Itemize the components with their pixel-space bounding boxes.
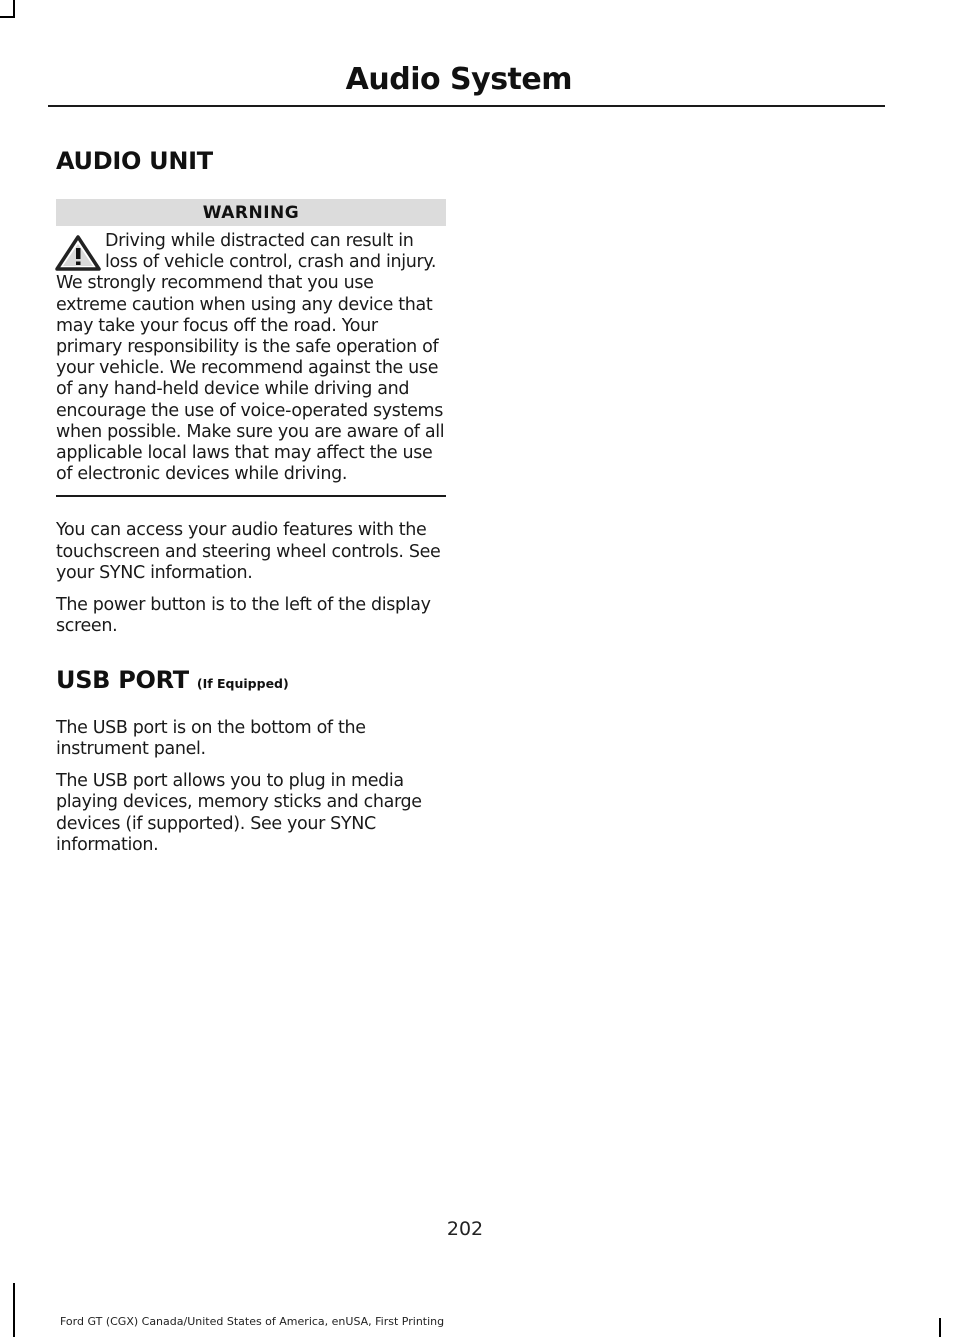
main-column [56,147,446,867]
crop-mark-bottom-right-v [939,1318,941,1337]
crop-mark-bottom-left-v [13,1283,15,1337]
paragraph: The USB port is on the bottom of the instrument panel. [56,717,366,760]
running-header-title: Audio System [345,62,572,97]
if-equipped-qualifier: (If Equipped) [196,675,289,691]
paragraph: You can access your audio features with the touchscreen and steering wheel controls. See your SYNC information. [56,520,441,584]
page-number: 202 [446,1218,484,1240]
footer-text: Ford GT (CGX) Canada/United States of America, enUSA, First Printing [60,1315,445,1328]
section-heading-audio-unit: AUDIO UNIT [56,147,213,175]
audio-unit-body [56,520,446,638]
warning-label: WARNING [56,199,446,226]
warning-triangle-icon [54,234,102,272]
warning-text: Driving while distracted can result in loss of vehicle control, crash and injury. We strongly recommend that you use extreme caution when using any device that may take your focus off the road. Your primary responsibility is the safe operation of your vehicle. We recommend against the use of any hand-held device while driving and encourage the use of voice-operated systems when possible. Make sure you are aware of all applicable local laws that may affect the use of electronic devices while driving. [56,231,445,485]
warning-body [56,226,446,497]
paragraph: The power button is to the left of the display screen. [56,594,431,637]
section-heading-usb-port [56,666,446,694]
usb-port-heading-text: USB PORT [56,665,189,694]
usb-port-body [56,718,446,857]
crop-mark-top-left-h [0,16,15,18]
paragraph: The USB port allows you to plug in media playing devices, memory sticks and charge devices (if supported). See your SYNC information. [56,770,422,856]
header-rule [48,105,885,107]
warning-box [56,199,446,497]
